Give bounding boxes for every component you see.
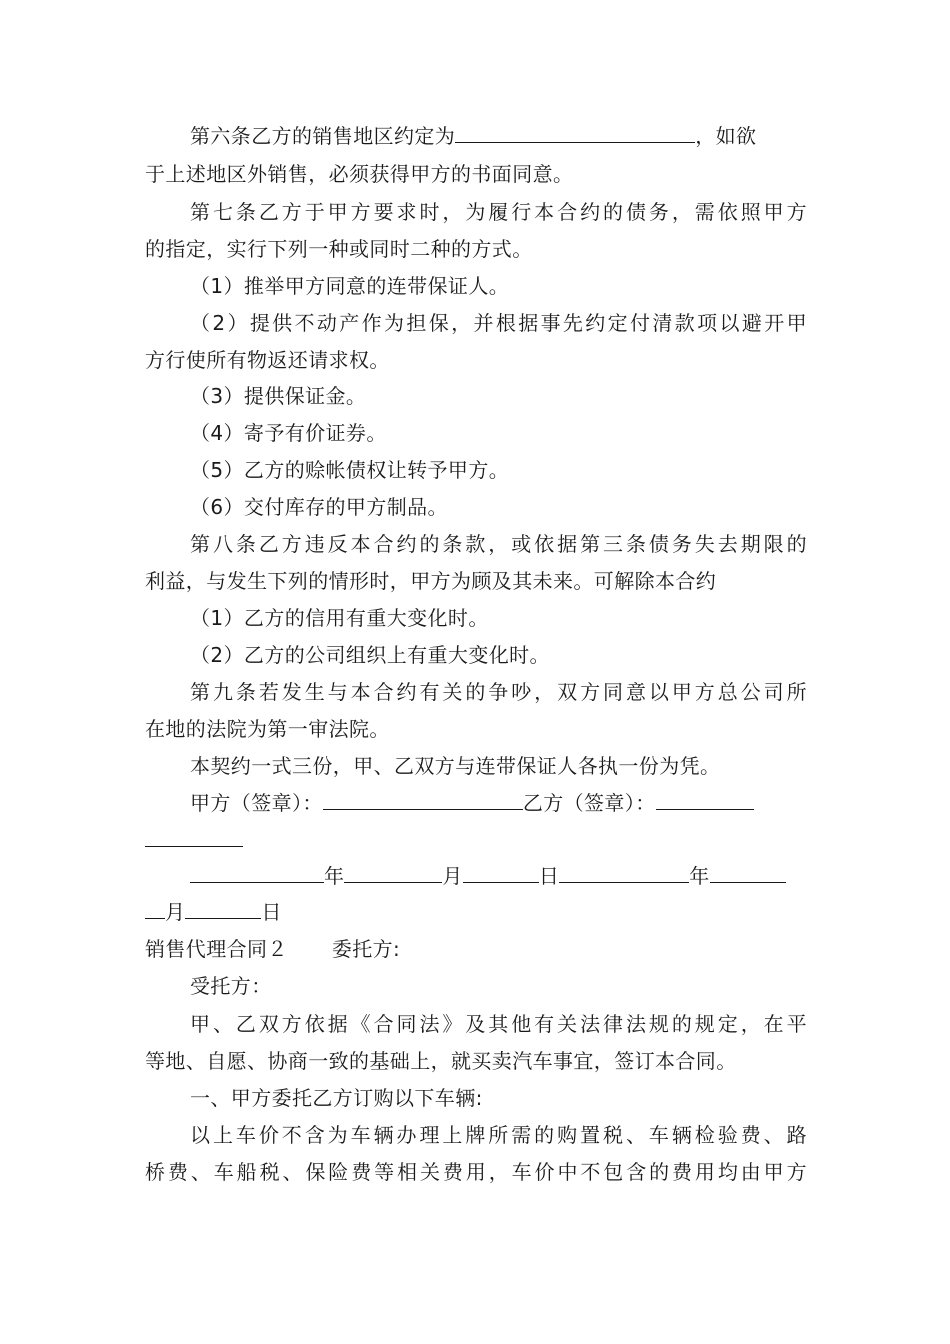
blank-field <box>463 862 539 883</box>
paragraph-line: 第八条乙方违反本合约的条款，或依据第三条债务失去期限的 <box>190 532 807 556</box>
list-item: （2）提供不动产作为担保，并根据事先约定付清款项以避开甲 <box>190 311 807 335</box>
blank-field <box>344 862 442 883</box>
date-line <box>190 862 807 890</box>
party-b-signature-label: 乙方（签章）： <box>522 791 656 815</box>
text-run: 月 <box>442 864 463 888</box>
signature-line-continuation <box>145 826 807 854</box>
agent-label: 受托方： <box>190 974 272 998</box>
date-line-continuation <box>145 898 807 926</box>
section-title: 销售代理合同２ <box>145 937 288 961</box>
blank-field <box>190 862 324 883</box>
paragraph-line <box>190 122 807 150</box>
blank-field <box>559 862 689 883</box>
list-item: （1）推举甲方同意的连带保证人。 <box>190 274 510 298</box>
text-run: 日 <box>261 900 282 924</box>
blank-field <box>323 789 523 810</box>
blank-field <box>185 898 261 919</box>
paragraph-line: 一、甲方委托乙方订购以下车辆: <box>190 1086 483 1110</box>
list-item: （2）乙方的公司组织上有重大变化时。 <box>190 643 550 667</box>
text-run: 日 <box>538 864 560 888</box>
text-run: 第六条乙方的销售地区约定为 <box>190 124 456 148</box>
paragraph-line: 在地的法院为第一审法院。 <box>145 717 390 741</box>
text-run: 月 <box>165 900 186 924</box>
blank-field <box>656 789 754 810</box>
paragraph-line: 甲、乙双方依据《合同法》及其他有关法律法规的规定，在平 <box>190 1012 807 1036</box>
blank-field <box>455 122 695 143</box>
paragraph-line: 方行使所有物返还请求权。 <box>145 348 390 372</box>
text-run: 年 <box>324 864 345 888</box>
paragraph-line: 利益，与发生下列的情形时，甲方为顾及其未来。可解除本合约 <box>145 569 717 593</box>
text-run: ，如欲 <box>695 124 757 148</box>
list-item: （1）乙方的信用有重大变化时。 <box>190 606 489 630</box>
paragraph-line: 第七条乙方于甲方要求时，为履行本合约的债务，需依照甲方 <box>190 200 807 224</box>
paragraph-line: 桥费、车船税、保险费等相关费用，车价中不包含的费用均由甲方 <box>145 1160 807 1184</box>
paragraph-line: 等地、自愿、协商一致的基础上，就买卖汽车事宜，签订本合同。 <box>145 1049 737 1073</box>
party-a-signature-label: 甲方（签章）： <box>190 791 323 815</box>
blank-field <box>145 826 243 847</box>
blank-field <box>145 898 165 919</box>
paragraph-line: 第九条若发生与本合约有关的争吵，双方同意以甲方总公司所 <box>190 680 807 704</box>
paragraph-line: 以上车价不含为车辆办理上牌所需的购置税、车辆检验费、路 <box>190 1123 807 1147</box>
paragraph-line: 于上述地区外销售，必须获得甲方的书面同意。 <box>145 162 574 186</box>
paragraph-line: 的指定，实行下列一种或同时二种的方式。 <box>145 237 533 261</box>
text-run: 年 <box>689 864 710 888</box>
signature-line <box>190 789 807 817</box>
paragraph-line: 本契约一式三份，甲、乙双方与连带保证人各执一份为凭。 <box>190 754 721 778</box>
list-item: （5）乙方的赊帐债权让转予甲方。 <box>190 458 510 482</box>
client-label: 委托方: <box>331 937 401 961</box>
blank-field <box>710 862 786 883</box>
list-item: （6）交付库存的甲方制品。 <box>190 495 448 519</box>
list-item: （4）寄予有价证券。 <box>190 421 387 445</box>
contract-heading <box>145 935 807 963</box>
list-item: （3）提供保证金。 <box>190 384 367 408</box>
